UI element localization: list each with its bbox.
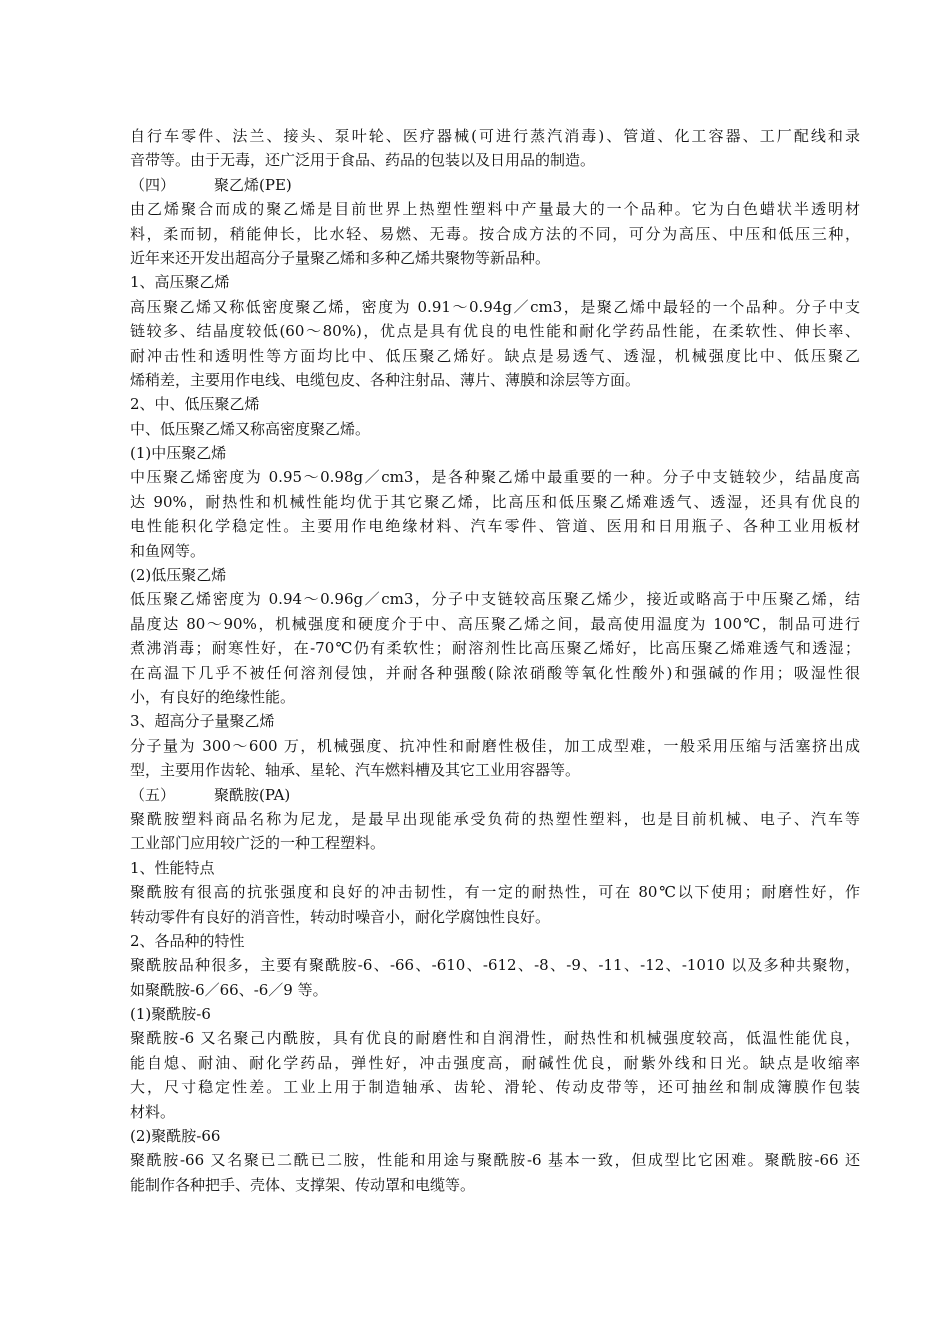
section-title: 聚酰胺(PA)	[214, 785, 291, 804]
text-line: 聚酰胺-6 又名聚己内酰胺，具有优良的耐磨性和自润滑性，耐热性和机械强度较高，低温性能优良，	[130, 1029, 860, 1048]
text-line: 中压聚乙烯密度为 0.95～0.98g／cm3，是各种聚乙烯中最重要的一种。分子中支链较少，结晶度高	[130, 468, 860, 487]
text-line: 聚酰胺有很高的抗张强度和良好的冲击韧性，有一定的耐热性，可在 80℃以下使用；耐磨性好，作	[130, 883, 860, 902]
text-line: 能自熄、耐油、耐化学药品，弹性好，冲击强度高，耐碱性优良，耐紫外线和日光。缺点是收缩率	[130, 1053, 860, 1072]
text-line: 聚酰胺品种很多，主要有聚酰胺-6、-66、-610、-612、-8、-9、-11、-12、-1010 以及多种共聚物，	[130, 956, 860, 975]
text-line: 型，主要用作齿轮、轴承、星轮、汽车燃料槽及其它工业用容器等。	[130, 761, 581, 780]
text-line: 煮沸消毒；耐寒性好，在-70℃仍有柔软性；耐溶剂性比高压聚乙烯好，比高压聚乙烯难透气和透湿；	[130, 639, 860, 658]
subheading: (2)低压聚乙烯	[130, 566, 227, 585]
text-line: 聚酰胺-66 又名聚已二酰已二胺，性能和用途与聚酰胺-6 基本一致，但成型比它困难。聚酰胺-66 还	[130, 1151, 860, 1170]
text-line: 电性能积化学稳定性。主要用作电绝缘材料、汽车零件、管道、医用和日用瓶子、各种工业用板材	[130, 517, 860, 536]
text-line: 晶度达 80～90%，机械强度和硬度介于中、高压聚乙烯之间，最高使用温度为 100℃，制品可进行	[130, 614, 860, 633]
subheading: 2、中、低压聚乙烯	[130, 395, 260, 414]
subheading: (1)聚酰胺-6	[130, 1005, 211, 1024]
document-body	[130, 124, 860, 1197]
text-line: 高压聚乙烯又称低密度聚乙烯，密度为 0.91～0.94g／cm3，是聚乙烯中最轻的一个品种。分子中支	[130, 297, 860, 316]
subheading: 2、各品种的特性	[130, 931, 245, 950]
text-line: 和鱼网等。	[130, 541, 206, 560]
section-title: 聚乙烯(PE)	[214, 175, 292, 194]
text-line: 由乙烯聚合而成的聚乙烯是目前世界上热塑性塑料中产量最大的一个品种。它为白色蜡状半透明材	[130, 200, 860, 219]
text-line: 自行车零件、法兰、接头、泵叶轮、医疗器械(可进行蒸汽消毒)、管道、化工容器、工厂配线和录	[130, 127, 860, 145]
text-line: 材料。	[130, 1102, 176, 1121]
section-number: （四）	[130, 175, 176, 194]
text-line: 转动零件有良好的消音性，转动时噪音小，耐化学腐蚀性良好。	[130, 907, 551, 926]
text-line: 链较多、结晶度较低(60～80%)，优点是具有优良的电性能和耐化学药品性能，在柔软性、伸长率、	[130, 322, 860, 341]
text-line: 如聚酰胺-6／66、-6／9 等。	[130, 980, 328, 999]
subheading: 1、性能特点	[130, 858, 215, 877]
text-line: 小，有良好的绝缘性能。	[130, 687, 296, 706]
text-line: 聚酰胺塑料商品名称为尼龙，是最早出现能承受负荷的热塑性塑料，也是目前机械、电子、汽车等	[130, 809, 860, 828]
text-line: 耐冲击性和透明性等方面均比中、低压聚乙烯好。缺点是易透气、透湿，机械强度比中、低压聚乙	[130, 346, 860, 365]
text-line: 中、低压聚乙烯又称高密度聚乙烯。	[130, 419, 371, 438]
text-line: 音带等。由于无毒，还广泛用于食品、药品的包装以及日用品的制造。	[130, 151, 596, 170]
section-heading-4	[130, 173, 860, 197]
section-number: （五）	[130, 785, 176, 804]
text-line: 近年来还开发出超高分子量聚乙烯和多种乙烯共聚物等新品种。	[130, 248, 551, 267]
subheading: (1)中压聚乙烯	[130, 444, 227, 463]
text-line: 在高温下几乎不被任何溶剂侵蚀，并耐各种强酸(除浓硝酸等氧化性酸外)和强碱的作用；吸湿性很	[130, 663, 860, 682]
text-line: 大，尺寸稳定性差。工业上用于制造轴承、齿轮、滑轮、传动皮带等，还可抽丝和制成簿膜作包装	[130, 1078, 860, 1097]
text-line: 工业部门应用较广泛的一种工程塑料。	[130, 834, 386, 853]
text-line: 能制作各种把手、壳体、支撑架、传动罩和电缆等。	[130, 1175, 476, 1194]
text-line: 料，柔而韧，稍能伸长，比水轻、易燃、无毒。按合成方法的不同，可分为高压、中压和低压三种，	[130, 224, 860, 243]
subheading: 1、高压聚乙烯	[130, 273, 230, 292]
text-line: 分子量为 300～600 万，机械强度、抗冲性和耐磨性极佳，加工成型难，一般采用压缩与活塞挤出成	[130, 736, 860, 755]
text-line: 烯稍差，主要用作电线、电缆包皮、各种注射品、薄片、薄膜和涂层等方面。	[130, 370, 641, 389]
text-line: 低压聚乙烯密度为 0.94～0.96g／cm3，分子中支链较高压聚乙烯少，接近或略高于中压聚乙烯，结	[130, 590, 860, 609]
text-line: 达 90%，耐热性和机械性能均优于其它聚乙烯，比高压和低压聚乙烯难透气、透湿，还具有优良的	[130, 492, 860, 511]
section-heading-5	[130, 783, 860, 807]
subheading: 3、超高分子量聚乙烯	[130, 712, 275, 731]
subheading: (2)聚酰胺-66	[130, 1127, 221, 1146]
